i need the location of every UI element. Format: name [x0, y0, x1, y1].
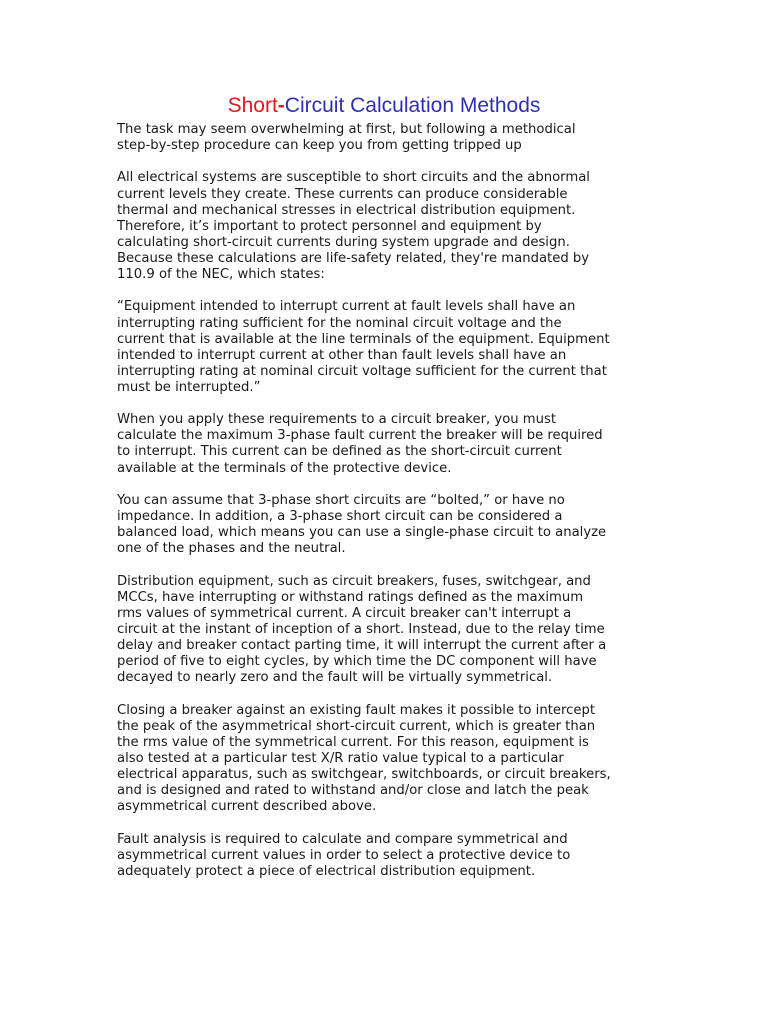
- paragraph-line: circuit at the instant of inception of a short. Instead, due to the relay time: [117, 621, 605, 637]
- paragraph-line: asymmetrical current described above.: [117, 799, 377, 815]
- paragraph-line: Fault analysis is required to calculate and compare symmetrical and: [117, 831, 568, 847]
- paragraph-line: and is designed and rated to withstand and/or close and latch the peak: [117, 783, 589, 799]
- paragraph-line: thermal and mechanical stresses in electrical distribution equipment.: [117, 202, 576, 218]
- paragraph: [117, 412, 657, 476]
- paragraph-line: available at the terminals of the protective device.: [117, 460, 452, 476]
- paragraph-line: MCCs, have interrupting or withstand ratings defined as the maximum: [117, 589, 584, 605]
- paragraph-line: balanced load, which means you can use a single-phase circuit to analyze: [117, 525, 607, 541]
- paragraph-line: Therefore, it’s important to protect personnel and equipment by: [117, 218, 542, 234]
- paragraph-line: must be interrupted.”: [117, 379, 261, 395]
- title-part-rest: Circuit Calculation Methods: [284, 94, 541, 117]
- paragraph-line: decayed to nearly zero and the fault will be virtually symmetrical.: [117, 670, 553, 686]
- document-body: [117, 122, 657, 896]
- paragraph-line: current levels they create. These currents can produce considerable: [117, 186, 568, 202]
- paragraph-line: one of the phases and the neutral.: [117, 541, 346, 557]
- paragraph-line: You can assume that 3-phase short circuits are “bolted,” or have no: [117, 492, 565, 508]
- paragraph-line: the peak of the asymmetrical short-circuit current, which is greater than: [117, 718, 596, 734]
- page-title: [0, 92, 768, 120]
- paragraph-line: Distribution equipment, such as circuit breakers, fuses, switchgear, and: [117, 573, 591, 589]
- paragraph-line: calculating short-circuit currents during system upgrade and design.: [117, 234, 570, 250]
- paragraph-line: interrupting rating at nominal circuit voltage sufficient for the current that: [117, 363, 607, 379]
- paragraph-line: electrical apparatus, such as switchgear, switchboards, or circuit breakers,: [117, 766, 611, 782]
- paragraph-line: Closing a breaker against an existing fault makes it possible to intercept: [117, 702, 596, 718]
- paragraph-line: adequately protect a piece of electrical distribution equipment.: [117, 863, 536, 879]
- paragraph-line: Because these calculations are life-safety related, they're mandated by: [117, 250, 590, 266]
- paragraph-line: period of five to eight cycles, by which time the DC component will have: [117, 654, 597, 670]
- paragraph: [117, 703, 657, 816]
- paragraph-line: impedance. In addition, a 3-phase short circuit can be considered a: [117, 509, 563, 525]
- paragraph: [117, 832, 657, 880]
- paragraph: [117, 122, 657, 154]
- paragraph-line: the rms value of the symmetrical current. For this reason, equipment is: [117, 734, 589, 750]
- paragraph: [117, 493, 657, 557]
- paragraph: [117, 170, 657, 283]
- paragraph-line: to interrupt. This current can be defined as the short-circuit current: [117, 444, 562, 460]
- paragraph-line: interrupting rating sufficient for the nominal circuit voltage and the: [117, 315, 562, 331]
- paragraph-line: “Equipment intended to interrupt current at fault levels shall have an: [117, 299, 576, 315]
- paragraph-line: 110.9 of the NEC, which states:: [117, 267, 325, 283]
- paragraph-line: current that is available at the line terminals of the equipment. Equipment: [117, 331, 610, 347]
- title-part-short: Short: [227, 94, 278, 117]
- paragraph-line: All electrical systems are susceptible to short circuits and the abnormal: [117, 170, 590, 186]
- paragraph: [117, 574, 657, 687]
- paragraph-line: rms values of symmetrical current. A circuit breaker can't interrupt a: [117, 605, 572, 621]
- paragraph-line: step-by-step procedure can keep you from getting tripped up: [117, 138, 522, 154]
- paragraph-line: also tested at a particular test X/R ratio value typical to a particular: [117, 750, 564, 766]
- paragraph-line: delay and breaker contact parting time, it will interrupt the current after a: [117, 638, 607, 654]
- paragraph-line: asymmetrical current values in order to select a protective device to: [117, 847, 571, 863]
- paragraph-line: When you apply these requirements to a circuit breaker, you must: [117, 412, 557, 428]
- paragraph-line: intended to interrupt current at other than fault levels shall have an: [117, 347, 567, 363]
- title-part-dash: -: [277, 94, 285, 117]
- paragraph: [117, 299, 657, 396]
- paragraph-line: The task may seem overwhelming at first, but following a methodical: [117, 122, 576, 137]
- paragraph-line: calculate the maximum 3-phase fault current the breaker will be required: [117, 428, 603, 444]
